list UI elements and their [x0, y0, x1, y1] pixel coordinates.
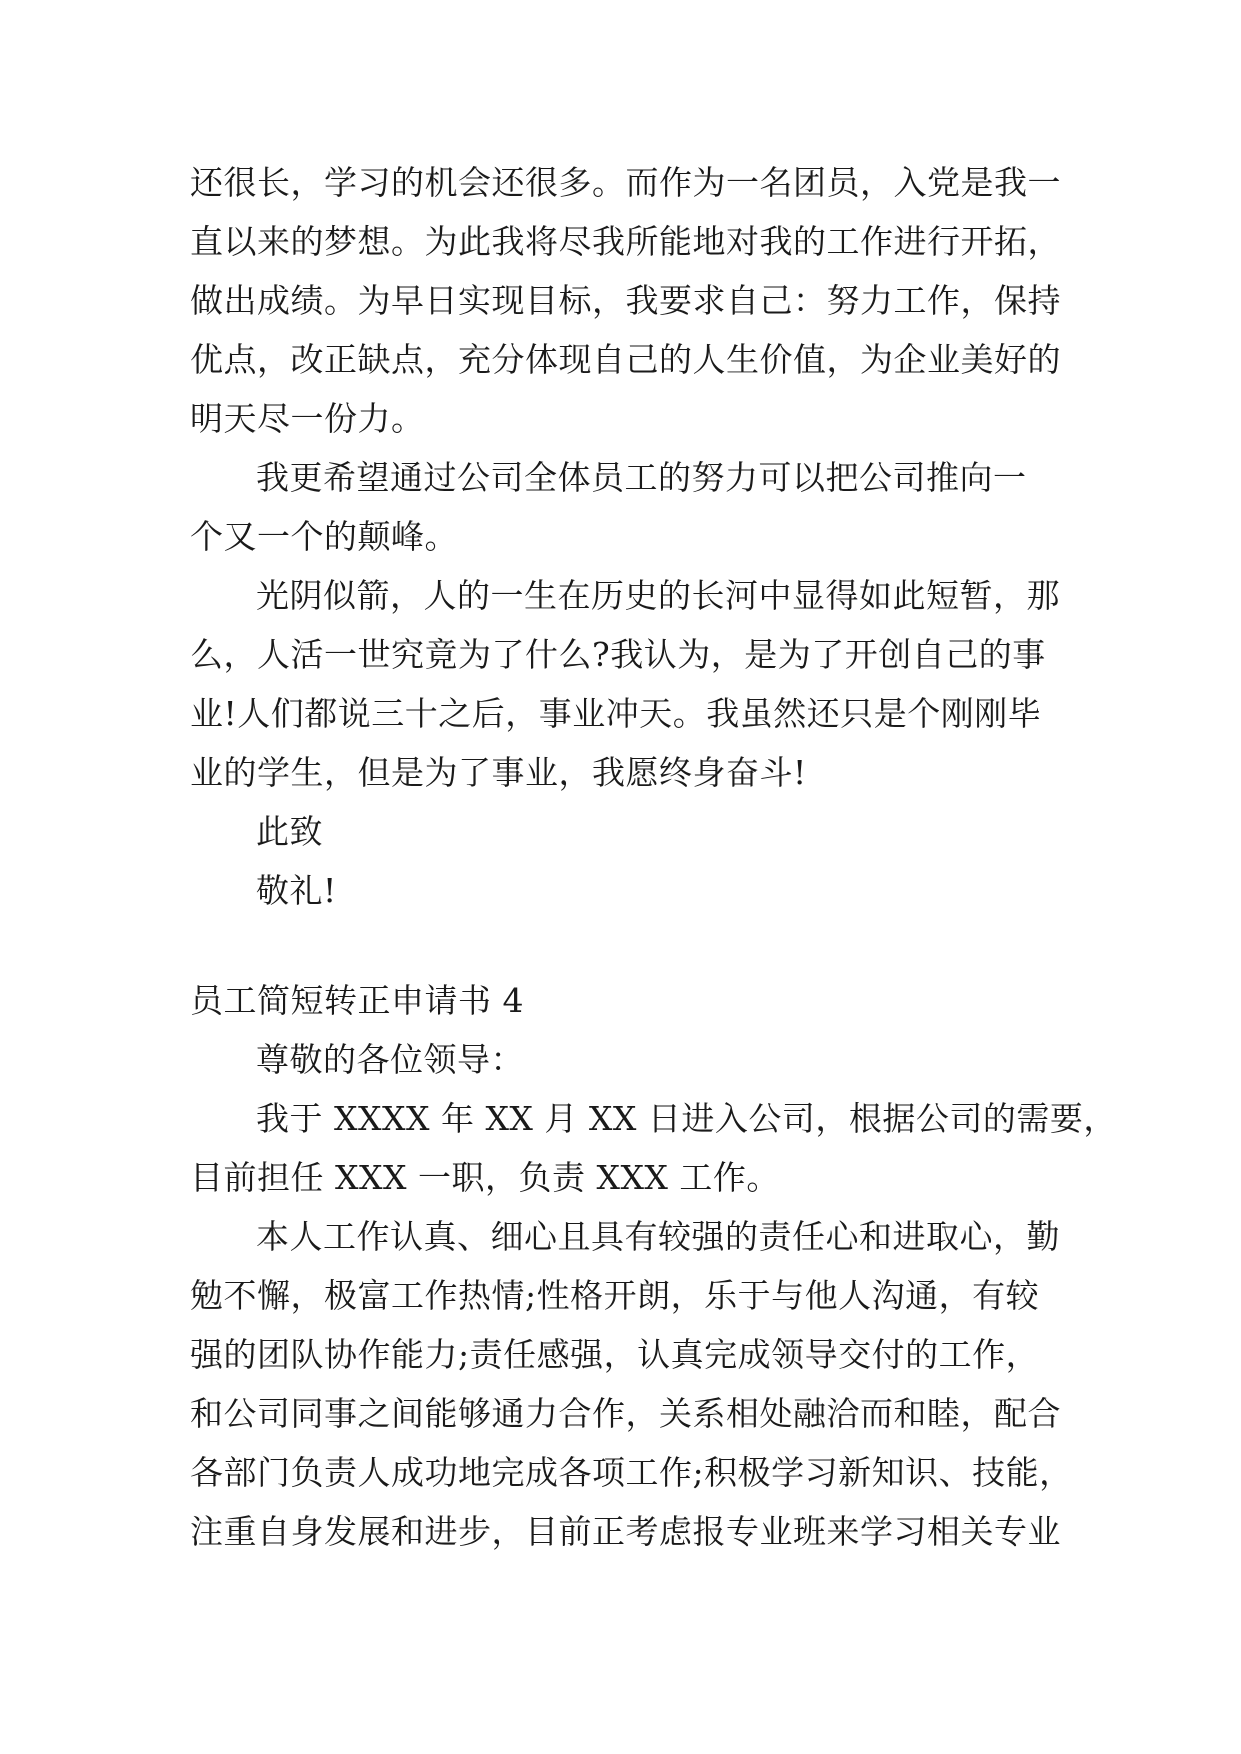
text-line: 业!人们都说三十之后，事业冲天。我虽然还只是个刚刚毕: [190, 694, 1042, 733]
paragraph-start-line: 光阴似箭，人的一生在历史的长河中显得如此短暂，那: [256, 576, 1060, 615]
text-line: 和公司同事之间能够通力合作，关系相处融洽而和睦，配合: [190, 1394, 1061, 1433]
text-line: 目前担任 XXX 一职，负责 XXX 工作。: [190, 1158, 780, 1197]
text-line: 个又一个的颠峰。: [190, 517, 458, 556]
letter-greeting: 尊敬的各位领导：: [256, 1040, 524, 1079]
text-line: 强的团队协作能力;责任感强，认真完成领导交付的工作，: [190, 1335, 1040, 1374]
text-line: 么，人活一世究竟为了什么?我认为，是为了开创自己的事: [190, 635, 1046, 674]
paragraph-start-line: 我于 XXXX 年 XX 月 XX 日进入公司，根据公司的需要，: [256, 1099, 1117, 1138]
closing-regards: 敬礼!: [256, 871, 337, 910]
section-title: 员工简短转正申请书 4: [190, 981, 524, 1020]
text-line: 还很长，学习的机会还很多。而作为一名团员，入党是我一: [190, 163, 1061, 202]
text-line: 直以来的梦想。为此我将尽我所能地对我的工作进行开拓，: [190, 222, 1061, 261]
text-line: 各部门负责人成功地完成各项工作;积极学习新知识、技能，: [190, 1453, 1073, 1492]
text-line: 优点，改正缺点，充分体现自己的人生价值，为企业美好的: [190, 340, 1061, 379]
paragraph-start-line: 本人工作认真、细心且具有较强的责任心和进取心，勤: [256, 1217, 1060, 1256]
paragraph-start-line: 我更希望通过公司全体员工的努力可以把公司推向一: [256, 458, 1027, 497]
text-line: 做出成绩。为早日实现目标，我要求自己：努力工作，保持: [190, 281, 1061, 320]
text-line: 注重自身发展和进步，目前正考虑报专业班来学习相关专业: [190, 1512, 1061, 1551]
text-line: 勉不懈，极富工作热情;性格开朗，乐于与他人沟通，有较: [190, 1276, 1040, 1315]
closing-salutation: 此致: [256, 812, 323, 851]
text-line: 明天尽一份力。: [190, 399, 425, 438]
text-line: 业的学生，但是为了事业，我愿终身奋斗!: [190, 753, 807, 792]
